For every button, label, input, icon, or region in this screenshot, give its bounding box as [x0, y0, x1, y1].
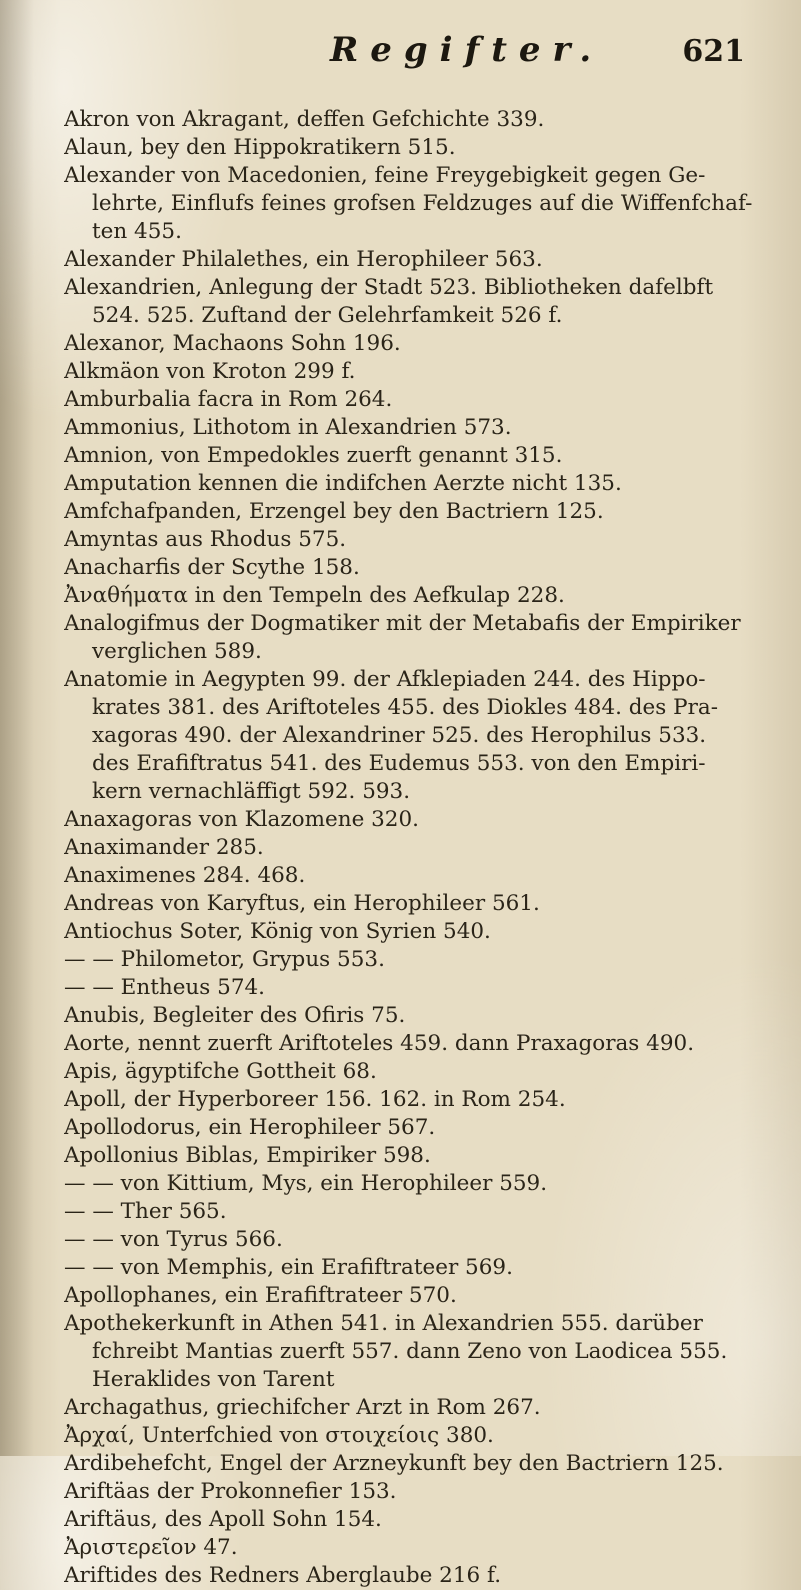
- entry-continuation-line: des Erafiftratus 541. des Eudemus 553. von den Empiri-: [92, 751, 706, 776]
- index-entry: [64, 134, 764, 162]
- running-head: Regifter.: [330, 30, 604, 70]
- entry-line: Alkmäon von Kroton 299 f.: [64, 359, 356, 384]
- page-header: [0, 30, 801, 90]
- index-entry: [64, 582, 764, 610]
- entry-line: Anubis, Begleiter des Ofiris 75.: [64, 1003, 406, 1028]
- index-entry: [64, 1506, 764, 1534]
- entry-line: Antiochus Soter, König von Syrien 540.: [64, 919, 491, 944]
- index-entry: [64, 610, 764, 666]
- entry-line: Andreas von Karyftus, ein Herophileer 561.: [64, 891, 540, 916]
- entry-continuation-line: 524. 525. Zuftand der Gelehrfamkeit 526 f.: [92, 303, 563, 328]
- entry-line: Amyntas aus Rhodus 575.: [64, 527, 347, 552]
- entry-line: Amburbalia facra in Rom 264.: [64, 387, 393, 412]
- index-entry: [64, 974, 764, 1002]
- index-entry: [64, 890, 764, 918]
- index-entry: [64, 470, 764, 498]
- entry-line: Apollonius Biblas, Empiriker 598.: [64, 1143, 431, 1168]
- index-entry: [64, 442, 764, 470]
- entry-line: Aorte, nennt zuerft Ariftoteles 459. dann Praxagoras 490.: [64, 1031, 695, 1056]
- entry-line: — — von Tyrus 566.: [64, 1227, 283, 1252]
- entry-line: Alexanor, Machaons Sohn 196.: [64, 331, 401, 356]
- entry-line: Alaun, bey den Hippokratikern 515.: [64, 135, 456, 160]
- entry-line: Alexander Philalethes, ein Herophileer 563.: [64, 247, 543, 272]
- page-number: 621: [682, 34, 745, 69]
- entry-line: — — Philometor, Grypus 553.: [64, 947, 385, 972]
- entry-line: Alexandrien, Anlegung der Stadt 523. Bibliotheken dafelbft: [64, 275, 714, 300]
- entry-line: Apis, ägyptifche Gottheit 68.: [64, 1059, 377, 1084]
- entry-continuation-line: verglichen 589.: [92, 639, 262, 664]
- entry-line: Amfchafpanden, Erzengel bey den Bactriern 125.: [64, 499, 604, 524]
- entry-line: Apollophanes, ein Erafiftrateer 570.: [64, 1283, 457, 1308]
- entry-line: Anatomie in Aegypten 99. der Afklepiaden 244. des Hippo-: [64, 667, 706, 692]
- index-entry: [64, 1142, 764, 1170]
- entry-line: Apothekerkunft in Athen 541. in Alexandrien 555. darüber: [64, 1311, 703, 1336]
- index-entry: [64, 1002, 764, 1030]
- entry-line: Ἀριστερεῖον 47.: [64, 1535, 238, 1560]
- index-entry: [64, 1198, 764, 1226]
- index-entry: [64, 1422, 764, 1450]
- entry-continuation-line: krates 381. des Ariftoteles 455. des Diokles 484. des Pra-: [92, 695, 718, 720]
- index-entry: [64, 1170, 764, 1198]
- entry-line: — — von Kittium, Mys, ein Herophileer 559.: [64, 1171, 548, 1196]
- entry-continuation-line: lehrte, Einflufs feines grofsen Feldzuges auf die Wiffenfchaf-: [92, 191, 753, 216]
- entry-continuation-line: Heraklides von Tarent: [92, 1367, 335, 1392]
- entry-line: Amputation kennen die indifchen Aerzte nicht 135.: [64, 471, 622, 496]
- index-entry: [64, 274, 764, 330]
- index-entry: [64, 498, 764, 526]
- index-entry: [64, 162, 764, 246]
- index-entry: [64, 1226, 764, 1254]
- index-entry: [64, 1534, 764, 1562]
- index-entry: [64, 358, 764, 386]
- entry-line: Apoll, der Hyperboreer 156. 162. in Rom 254.: [64, 1087, 566, 1112]
- index-entry: [64, 386, 764, 414]
- index-entry: [64, 1030, 764, 1058]
- entry-line: Anaximenes 284. 468.: [64, 863, 306, 888]
- entry-line: Anaximander 285.: [64, 835, 264, 860]
- entry-line: — — von Memphis, ein Erafiftrateer 569.: [64, 1255, 513, 1280]
- entry-line: Ἀναθήματα in den Tempeln des Aefkulap 228.: [64, 583, 565, 608]
- index-entry: [64, 1058, 764, 1086]
- entry-continuation-line: xagoras 490. der Alexandriner 525. des Herophilus 533.: [92, 723, 707, 748]
- entry-line: — — Entheus 574.: [64, 975, 266, 1000]
- index-entry: [64, 1450, 764, 1478]
- entry-line: Amnion, von Empedokles zuerft genannt 315.: [64, 443, 563, 468]
- index-entry: [64, 246, 764, 274]
- entry-line: Ἀρχαί, Unterfchied von στοιχείοις 380.: [64, 1423, 494, 1448]
- entry-line: Apollodorus, ein Herophileer 567.: [64, 1115, 436, 1140]
- index-entry: [64, 946, 764, 974]
- index-entry: [64, 1254, 764, 1282]
- entry-line: Ariftides des Redners Aberglaube 216 f.: [64, 1563, 502, 1588]
- index-entry: [64, 414, 764, 442]
- entry-line: — — Ther 565.: [64, 1199, 227, 1224]
- entry-line: Ariftäas der Prokonnefier 153.: [64, 1479, 397, 1504]
- entry-line: Akron von Akragant, deffen Gefchichte 339.: [64, 107, 545, 132]
- index-entry: [64, 666, 764, 806]
- entry-line: Archagathus, griechifcher Arzt in Rom 267.: [64, 1395, 541, 1420]
- index-entry: [64, 1310, 764, 1394]
- entry-line: Anaxagoras von Klazomene 320.: [64, 807, 419, 832]
- index-entries: [64, 106, 764, 1590]
- entry-line: Ammonius, Lithotom in Alexandrien 573.: [64, 415, 512, 440]
- page-gutter-shadow: [0, 0, 34, 1456]
- entry-continuation-line: fchreibt Mantias zuerft 557. dann Zeno von Laodicea 555.: [92, 1339, 728, 1364]
- index-entry: [64, 1086, 764, 1114]
- entry-line: Ariftäus, des Apoll Sohn 154.: [64, 1507, 382, 1532]
- entry-line: Ardibehefcht, Engel der Arzneykunft bey den Bactriern 125.: [64, 1451, 724, 1476]
- index-entry: [64, 1282, 764, 1310]
- index-entry: [64, 1478, 764, 1506]
- index-entry: [64, 526, 764, 554]
- entry-continuation-line: kern vernachläffigt 592. 593.: [92, 779, 411, 804]
- entry-continuation-line: ten 455.: [92, 219, 182, 244]
- index-entry: [64, 554, 764, 582]
- index-entry: [64, 862, 764, 890]
- index-entry: [64, 834, 764, 862]
- index-entry: [64, 806, 764, 834]
- index-entry: [64, 330, 764, 358]
- index-entry: [64, 1562, 764, 1590]
- index-entry: [64, 1114, 764, 1142]
- index-entry: [64, 918, 764, 946]
- entry-line: Analogifmus der Dogmatiker mit der Metabafis der Empiriker: [64, 611, 741, 636]
- entry-line: Anacharfis der Scythe 158.: [64, 555, 360, 580]
- entry-line: Alexander von Macedonien, feine Freygebigkeit gegen Ge-: [64, 163, 706, 188]
- index-entry: [64, 1394, 764, 1422]
- index-entry: [64, 106, 764, 134]
